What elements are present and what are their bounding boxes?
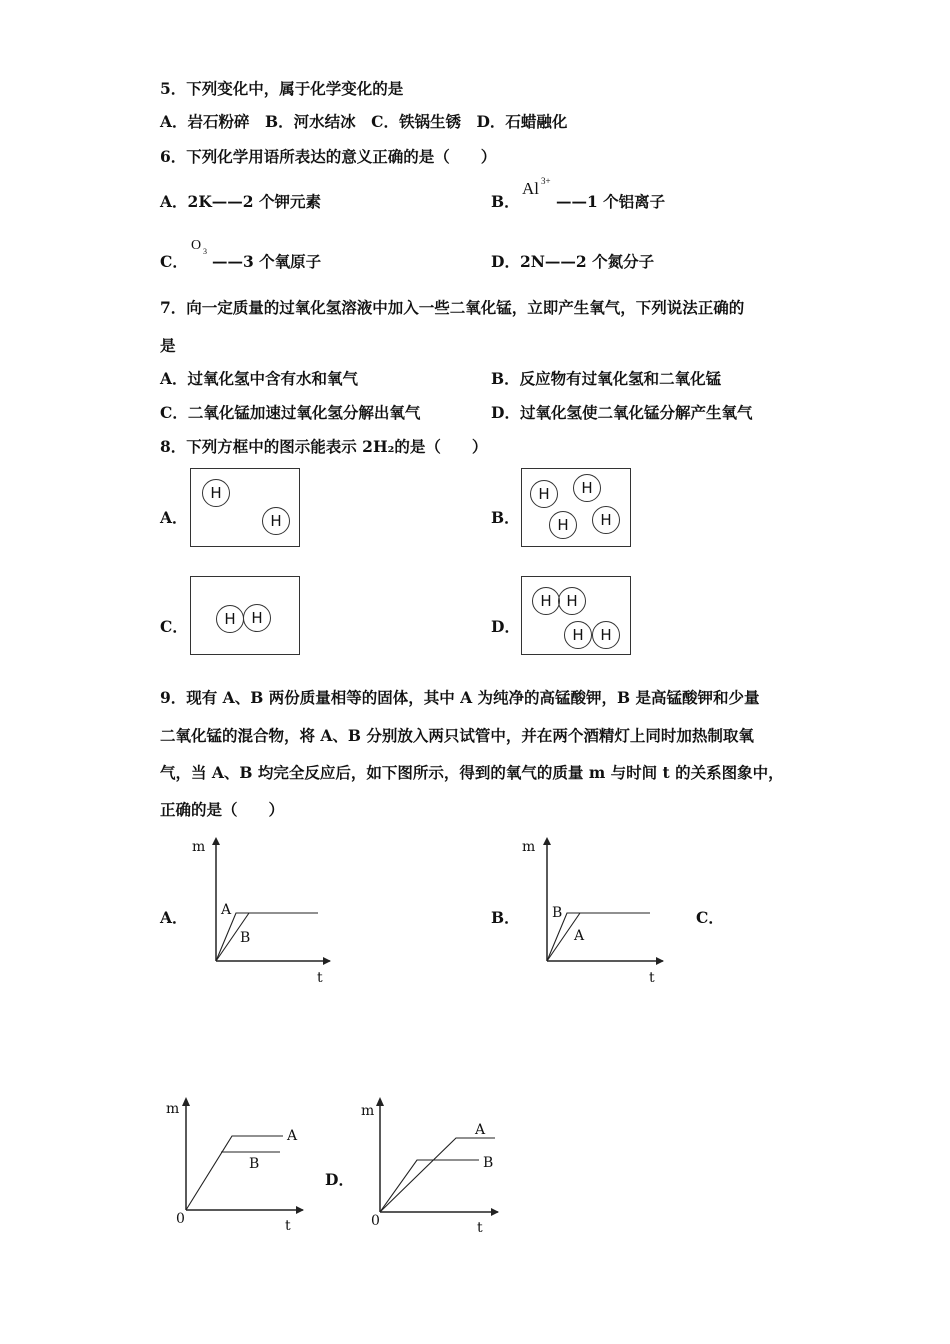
hydrogen-atom: H [202, 479, 230, 507]
q8-c-label: C． [160, 617, 188, 636]
graph-c-line-a [186, 1136, 283, 1210]
hydrogen-atom: H [262, 507, 290, 535]
q8-b-label: B． [491, 508, 520, 527]
graph-a-x-label: t [317, 970, 323, 986]
q6-c-sub: 3 [203, 247, 207, 256]
graph-b-y-arrow [543, 837, 551, 845]
graph-d-origin: 0 [371, 1213, 380, 1229]
graph-c-x-arrow [296, 1206, 304, 1214]
graph-a-line-a [216, 913, 318, 961]
hydrogen-atom: H [564, 621, 592, 649]
graph-b [515, 835, 675, 995]
graph-b-line-b [547, 913, 650, 961]
q8-box-a [190, 468, 300, 547]
graph-a-series-b-label: B [240, 930, 251, 946]
hydrogen-atom: H [243, 604, 271, 632]
hydrogen-atom: H [558, 587, 586, 615]
graph-c-series-b-label: B [249, 1156, 260, 1172]
q8-a-label: A． [160, 508, 188, 527]
graph-a-x-arrow [323, 957, 331, 965]
graph-d-y-arrow [376, 1097, 384, 1106]
q8-box-b [521, 468, 631, 547]
q6-a-label: A． [160, 192, 188, 211]
hydrogen-atom: H [530, 480, 558, 508]
q6-option-b-label: B． [491, 192, 520, 211]
q7-option-d: D．过氧化氢使二氧化锰分解产生氧气 [491, 403, 753, 422]
q7-option-b: B．反应物有过氧化氢和二氧化锰 [491, 369, 722, 388]
graph-d-line-a [380, 1138, 495, 1212]
q6-a-text: 2K——2 个钾元素 [187, 192, 321, 211]
graph-d-series-a-label: A [475, 1122, 486, 1138]
graph-b-x-arrow [656, 957, 664, 965]
hydrogen-atom: H [216, 605, 244, 633]
graph-c [160, 1092, 320, 1242]
q8-d-label: D． [491, 617, 520, 636]
graph-d-x-label: t [477, 1220, 483, 1236]
q7-stem-line1: 7．向一定质量的过氧化氢溶液中加入一些二氧化锰，立即产生氧气，下列说法正确的 [160, 298, 745, 317]
graph-a-y-label: m [192, 839, 206, 855]
q5-stem: 5．下列变化中，属于化学变化的是 [160, 79, 404, 98]
graph-d-series-b-label: B [483, 1155, 494, 1171]
q6-option-d [491, 250, 654, 272]
q8-box-d [521, 576, 631, 655]
q8-box-c [190, 576, 300, 655]
graph-b-y-label: m [522, 839, 536, 855]
q6-c-symbol: O [191, 238, 202, 253]
hydrogen-atom: H [592, 506, 620, 534]
graph-d [355, 1092, 515, 1242]
graph-b-x-label: t [649, 970, 655, 986]
graph-d-x-arrow [491, 1208, 499, 1216]
q6-c-text: ——3 个氧原子 [212, 252, 322, 271]
graph-a [185, 835, 345, 995]
graph-a-y-arrow [212, 837, 220, 845]
q6-stem: 6．下列化学用语所表达的意义正确的是（ ） [160, 147, 497, 166]
graph-d-y-label: m [361, 1103, 375, 1119]
q6-d-label: D． [491, 252, 520, 271]
q9-b-label: B． [491, 908, 520, 927]
q9-stem-line2: 二氧化锰的混合物，将 A、B 分别放入两只试管中，并在两个酒精灯上同时加热制取氧 [160, 726, 754, 745]
hydrogen-atom: H [532, 587, 560, 615]
q9-d-label: D． [325, 1170, 354, 1189]
q5-options: A．岩石粉碎 B．河水结冰 C．铁锅生锈 D．石蜡融化 [160, 112, 568, 131]
q9-c-label: C． [696, 908, 724, 927]
q7-stem-line2: 是 [160, 336, 176, 355]
q9-a-label: A． [160, 908, 188, 927]
graph-b-series-b-label: B [552, 905, 563, 921]
graph-c-x-label: t [285, 1218, 291, 1234]
q9-stem-line3: 气，当 A、B 均完全反应后，如下图所示，得到的氧气的质量 m 与时间 t 的关系图象中， [160, 763, 784, 782]
q8-stem: 8．下列方框中的图示能表示 2H₂的是（ ） [160, 437, 488, 456]
q6-b-text: ——1 个铝离子 [556, 192, 666, 211]
q6-d-text: 2N——2 个氮分子 [519, 252, 655, 271]
graph-c-y-label: m [166, 1101, 180, 1117]
q9-stem-line4: 正确的是（ ） [160, 800, 285, 819]
hydrogen-atom: H [573, 474, 601, 502]
q6-b-symbol: Al [522, 179, 539, 198]
graph-c-origin: 0 [176, 1211, 185, 1227]
graph-d-line-b [380, 1160, 479, 1212]
q7-option-c: C．二氧化锰加速过氧化氢分解出氧气 [160, 403, 421, 422]
q6-b-charge: 3+ [541, 176, 551, 186]
q7-option-a: A．过氧化氢中含有水和氧气 [160, 369, 359, 388]
graph-a-series-a-label: A [221, 902, 232, 918]
graph-b-series-a-label: A [574, 928, 585, 944]
graph-c-y-arrow [182, 1097, 190, 1106]
q6-option-a [160, 190, 321, 212]
graph-c-series-a-label: A [287, 1128, 298, 1144]
q6-option-c-label: C． [160, 252, 188, 271]
hydrogen-atom: H [592, 621, 620, 649]
q9-stem-line1: 9．现有 A、B 两份质量相等的固体，其中 A 为纯净的高锰酸钾，B 是高锰酸钾和少量 [160, 688, 760, 707]
hydrogen-atom: H [549, 511, 577, 539]
